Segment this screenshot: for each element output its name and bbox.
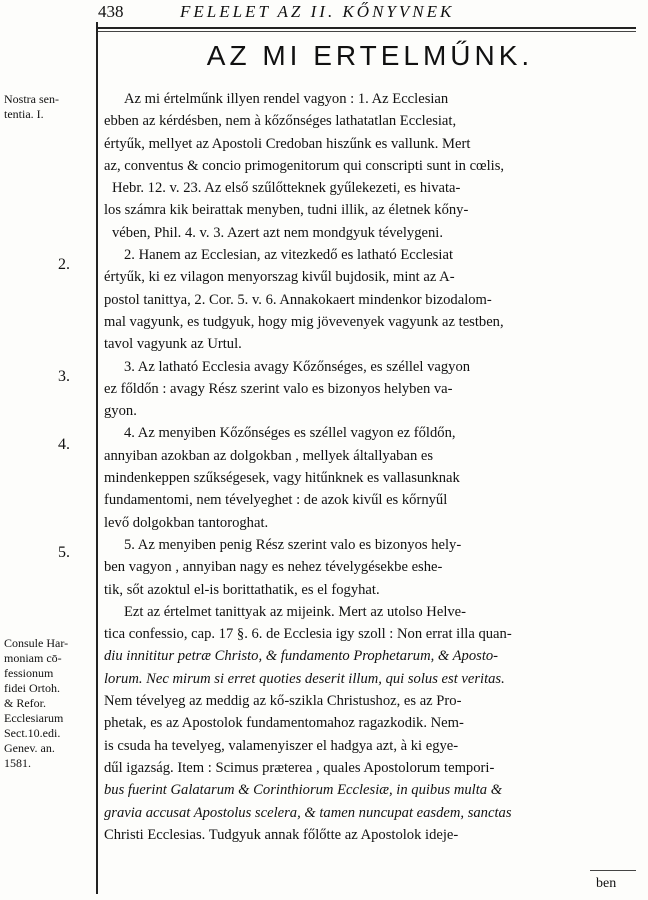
text-line: ben vagyon , annyiban nagy es nehez tévelygésekbe eshe- — [104, 559, 443, 576]
margin-note-line: Ecclesiarum — [4, 711, 64, 725]
text-line: mal vagyunk, es tudgyuk, hogy mig jövevenyek vagyunk az testben, — [104, 313, 504, 330]
margin-number-5: 5. — [58, 544, 70, 561]
margin-rule — [96, 22, 98, 894]
header-rule — [96, 27, 636, 29]
text-line: postol tanittya, 2. Cor. 5. v. 6. Annakokaert mindenkor bizodalom- — [104, 291, 492, 308]
text-line: 2. Hanem az Ecclesian, az vitezkedő es latható Ecclesiat — [124, 247, 454, 264]
text-line: levő dolgokban tantoroghat. — [104, 514, 269, 531]
text-line: gravia accusat Apostolus scelera, & tamen nuncupat easdem, sanctas — [104, 804, 512, 821]
margin-note-line: fessionum — [4, 666, 54, 680]
text-line: gyon. — [104, 403, 137, 420]
running-header — [98, 2, 638, 28]
margin-note-line: & Refor. — [4, 696, 46, 710]
text-line: phetak, es az Apostolok fundamentomahoz ragazkodik. Nem- — [104, 715, 464, 732]
text-line: tik, sőt azoktul el-is borittathatik, es el fogyhat. — [104, 581, 380, 598]
text-line: ebben az kérdésben, nem à kőzőnséges lathatatlan Ecclesiat, — [104, 113, 457, 130]
text-line: Ezt az értelmet tanittyak az mijeink. Mert az utolso Helve- — [124, 603, 467, 620]
text-line: bus fuerint Galatarum & Corinthiorum Ecclesiæ, in quibus multa & — [104, 782, 503, 799]
text-line: fundamentomi, nem tévelyeghet : de azok kivűl es kőrnyűl — [104, 492, 448, 509]
text-line: mindenkeppen szűkségesek, vagy hitűnknek es vallasunknak — [104, 470, 460, 487]
text-line: Az mi értelműnk illyen rendel vagyon : 1. Az Ecclesian — [124, 91, 449, 107]
text-line: 5. Az menyiben penig Rész szerint valo es bizonyos hely- — [124, 536, 462, 553]
margin-note-line: Consule Har- — [4, 636, 69, 650]
margin-note-line: moniam cō- — [4, 651, 62, 665]
text-line: értyűk, mellyet az Apostoli Credoban hiszűnk es vallunk. Mert — [104, 135, 471, 152]
margin-note-line: fidei Ortoh. — [4, 681, 60, 695]
section-title: AZ MI ERTELMŰNK. — [206, 40, 534, 71]
header-rule-inner — [96, 31, 636, 32]
text-line: tavol vagyunk az Urtul. — [104, 336, 242, 353]
margin-note-consule — [4, 636, 68, 771]
margin-number-3: 3. — [58, 368, 70, 385]
text-line: Christi Ecclesias. Tudgyuk annak főlőtte az Apostolok ideje- — [104, 826, 459, 843]
text-line: diu innititur petræ Christo, & fundamento Prophetarum, & Aposto- — [104, 648, 499, 665]
margin-note-line: Genev. an. — [4, 741, 55, 755]
text-line: is csuda ha tevelyeg, valamenyiszer el hadgya azt, à ki egye- — [104, 737, 459, 754]
text-line: annyiban azokban az dolgokban , mellyek általlyaban es — [104, 447, 434, 464]
margin-note-line: Sect.10.edi. — [4, 726, 61, 740]
text-line: lorum. Nec mirum si erret quoties deserit illum, qui solus est veritas. — [104, 670, 505, 687]
text-line: az, conventus & concio primogenitorum qui conscripti sunt in cœlis, — [104, 157, 505, 174]
text-line: Hebr. 12. v. 23. Az első szűlőtteknek gyűlekezeti, es hivata- — [112, 180, 461, 197]
text-line: 3. Az latható Ecclesia avagy Kőzőnséges, es széllel vagyon — [124, 358, 471, 375]
margin-note-sententia — [4, 92, 59, 122]
margin-number-4: 4. — [58, 436, 70, 453]
margin-note-line: tentia. I. — [4, 107, 44, 121]
text-line: los számra kik beirattak menyben, tudni illik, az életnek kőny- — [104, 202, 469, 219]
page-number: 438 — [98, 2, 124, 21]
text-line: értyűk, ki ez vilagon menyorszag kivűl bujdosik, mint az A- — [104, 269, 455, 286]
margin-number-2: 2. — [58, 256, 70, 273]
running-title: FELELET AZ II. KŐNYVNEK — [180, 2, 455, 21]
catchword: ben — [596, 876, 617, 891]
body-text — [104, 88, 638, 846]
text-line: tica confessio, cap. 17 §. 6. de Ecclesia igy szoll : Non errat illa quan- — [104, 626, 512, 643]
text-line: Nem tévelyeg az meddig az kő-szikla Christushoz, es az Pro- — [104, 693, 462, 710]
text-line: ez főldőn : avagy Rész szerint valo es bizonyos helyben va- — [104, 380, 453, 397]
text-line: dűl igazság. Item : Scimus præterea , quales Apostolorum tempori- — [104, 759, 495, 776]
text-line: 4. Az menyiben Kőzőnséges es széllel vagyon ez főldőn, — [124, 425, 456, 442]
catchword-rule — [590, 870, 636, 871]
margin-note-line: Nostra sen- — [4, 92, 59, 106]
text-line: vében, Phil. 4. v. 3. Azert azt nem mondgyuk tévelygeni. — [112, 224, 443, 241]
margin-note-line: 1581. — [4, 756, 31, 770]
